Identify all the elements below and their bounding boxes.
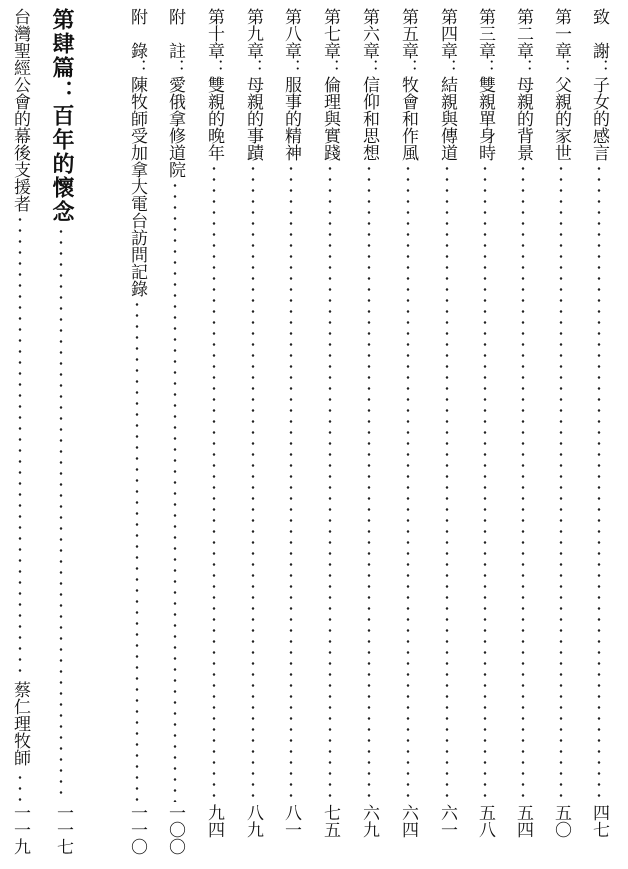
- toc-entry[interactable]: [358, 8, 380, 866]
- toc-entry-page: 七五: [320, 804, 340, 838]
- toc-entry-title: 第十章：雙親的晚年: [204, 8, 224, 161]
- toc-part-heading[interactable]: [48, 8, 74, 866]
- toc-entry-page: 四七: [589, 804, 609, 838]
- toc-entry-title: 第四章：結親與傳道: [437, 8, 457, 161]
- leader-dots: [203, 163, 225, 802]
- toc-entry[interactable]: [550, 8, 572, 866]
- leader-dots: [588, 163, 610, 802]
- toc-entry[interactable]: [588, 8, 610, 866]
- toc-entry-title: 第五章：牧會和作風: [398, 8, 418, 161]
- leader-dots: [242, 163, 264, 802]
- toc-entry-title: 第七章：倫理與實踐: [320, 8, 340, 161]
- toc-entry[interactable]: [474, 8, 496, 866]
- leader-dots: [358, 163, 380, 802]
- toc-entry[interactable]: [242, 8, 264, 866]
- toc-entry-title: 第二章：母親的背景: [513, 8, 533, 161]
- toc-entry-title: 台灣聖經公會的幕後支援者: [10, 8, 30, 212]
- toc-entry-page: 六一: [437, 804, 457, 838]
- toc-entry[interactable]: [164, 8, 186, 866]
- toc-entry-title: 致 謝：子女的感言: [589, 8, 609, 161]
- toc-entry[interactable]: [397, 8, 419, 866]
- toc-entry[interactable]: [203, 8, 225, 866]
- leader-dots: [126, 299, 148, 802]
- toc-entry[interactable]: [126, 8, 148, 866]
- leader-dots: [280, 163, 302, 802]
- toc-entry-page: 六四: [398, 804, 418, 838]
- toc-entry-page: 一一七: [53, 804, 73, 855]
- toc-entry-title: 第八章：服事的精神: [281, 8, 301, 161]
- leader-dots: [550, 163, 572, 802]
- toc-entry[interactable]: [9, 8, 31, 866]
- toc-entry-page: 五〇: [551, 804, 571, 838]
- leader-dots: [512, 163, 534, 802]
- toc-entry-page: 八一: [281, 804, 301, 838]
- toc-entry-page: 六九: [359, 804, 379, 838]
- toc-entry-title: 附 註：愛俄拿修道院: [165, 8, 185, 178]
- toc-entry[interactable]: [280, 8, 302, 866]
- toc-entry-title: 第三章：雙親單身時: [475, 8, 495, 161]
- toc-entry[interactable]: [436, 8, 458, 866]
- part-title: 第肆篇：百年的懷念: [49, 8, 74, 224]
- leader-dots: [474, 163, 496, 802]
- toc-entry[interactable]: [319, 8, 341, 866]
- toc-entry-page: 一一〇: [127, 804, 147, 855]
- toc-entry-page: 八九: [243, 804, 263, 838]
- toc-entry[interactable]: [512, 8, 534, 866]
- toc-entry-title: 第一章：父親的家世: [551, 8, 571, 161]
- toc-entry-page: 五八: [475, 804, 495, 838]
- leader-dots: [436, 163, 458, 802]
- toc-entry-page: 五四: [513, 804, 533, 838]
- toc-entry-title: 第九章：母親的事蹟: [243, 8, 263, 161]
- leader-dots: [48, 226, 74, 802]
- leader-dots: [9, 214, 31, 679]
- leader-dots: [397, 163, 419, 802]
- toc-entry-author: 蔡仁理牧師: [10, 681, 30, 766]
- toc-entry-title: 附 錄：陳牧師受加拿大電台訪問記錄: [127, 8, 147, 297]
- toc-entry-page: 九四: [204, 804, 224, 838]
- toc-entry-page: 一〇〇: [165, 804, 185, 855]
- leader-dots: [164, 180, 186, 802]
- toc-entry-page: 一一九: [10, 804, 30, 855]
- toc-entry-title: 第六章：信仰和思想: [359, 8, 379, 161]
- leader-dots: [9, 772, 31, 802]
- leader-dots: [319, 163, 341, 802]
